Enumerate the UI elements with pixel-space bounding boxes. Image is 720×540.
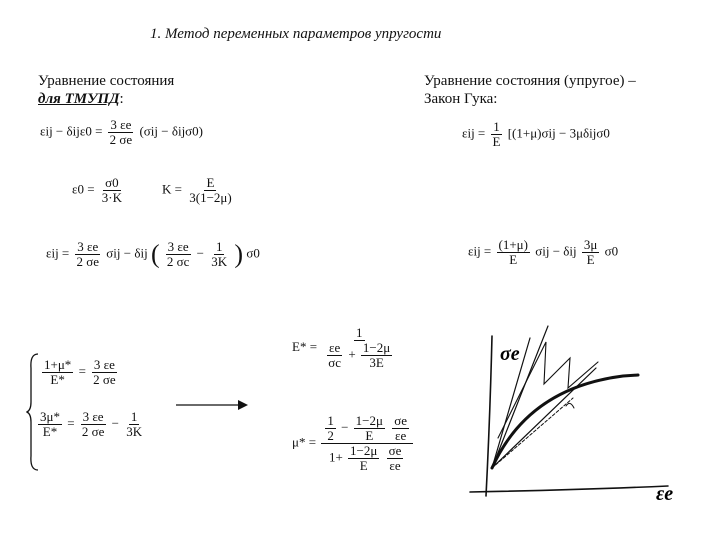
numerator: 3 εe [77,239,99,254]
numerator: E [206,175,215,190]
eq-tail: σ0 [246,245,260,261]
numerator: 1 [327,413,334,428]
fraction [348,444,379,473]
denominator: σc [328,355,342,370]
numerator: 3 εe [82,409,104,424]
numerator: 1 [493,119,500,134]
fraction [75,240,102,269]
numerator: 1 [215,239,223,254]
system-equation-2 [36,410,146,439]
numerator: 1−2μ [355,413,383,428]
eq-rhs: (σij − δijσ0) [139,123,204,139]
numerator: σe [394,413,407,428]
denominator: 3·K [101,190,123,205]
numerator: (1+μ) [498,237,528,252]
eq-lhs: K = [162,181,182,197]
stress-strain-sketch [458,318,698,523]
equation-bulk-modulus [162,176,236,205]
numerator: σ0 [105,175,119,190]
minus-sign: − [341,419,349,435]
eq-lhs: E* = [292,338,318,354]
denominator: 2 σe [109,132,133,147]
denominator: E [492,134,501,149]
left-heading-colon: : [119,91,124,107]
eq-lhs: εij − δijε0 = [40,123,103,139]
eq-lhs: εij = [462,125,486,141]
fraction [361,341,392,370]
eq-tail: σ0 [604,243,619,259]
numerator: 3μ* [40,409,60,424]
denominator: 2 σe [76,254,100,269]
implication-arrow [176,398,250,417]
system-equation-1 [40,358,120,387]
minus-sign: − [111,415,119,431]
fraction [209,240,229,269]
eq-lhs: μ* = [292,434,317,450]
page-title: 1. Метод переменных параметров упругости [150,26,442,42]
right-heading [424,72,636,108]
minus-sign: − [196,245,205,261]
numerator: 1−2μ [350,443,378,458]
fraction [100,176,124,205]
right-heading-line2: Закон Гука: [424,91,498,107]
fraction [91,358,118,387]
denominator: 3(1−2μ) [189,190,232,205]
numerator: εe [329,340,341,355]
denominator: E* [42,424,58,439]
numerator: 1 [130,409,138,424]
eq-lhs: εij = [468,243,492,259]
denominator: εe [394,428,407,443]
eq-middle: σij − δij [106,245,148,261]
left-heading-line1: Уравнение состояния [38,73,175,89]
sketch-svg [458,318,698,518]
stress-strain-curve [492,375,638,468]
fraction [42,358,73,387]
fraction [326,341,343,370]
denominator: 3K [126,424,143,439]
fraction [38,410,62,439]
denominator: 2 σc [166,254,190,269]
fraction [165,240,192,269]
fraction [497,238,530,267]
fraction [108,118,135,147]
numerator: 1 [356,325,363,340]
tick-mark [566,403,574,408]
numerator: 1−2μ [362,340,391,355]
denominator: 2 σe [81,424,105,439]
fraction [354,414,385,443]
denominator: εe [389,458,401,473]
eq-rhs: [(1+μ)σij − 3μδijσ0 [507,125,610,141]
equation-eps0 [72,176,126,205]
equation-hooke-expanded [468,238,618,267]
eq-lhs: εij = [46,245,70,261]
numerator: 3 εe [167,239,189,254]
denominator: 2 [327,428,334,443]
x-axis-label: εe [656,483,674,505]
numerator: 3 εe [93,357,115,372]
denominator: E [359,458,368,473]
y-axis [486,336,492,496]
eq-lhs: ε0 = [72,181,95,197]
plus-sign: + [348,346,356,362]
left-paren: ( [150,239,160,269]
secant-line-4 [492,398,573,468]
numerator: 1+μ* [44,357,72,372]
fraction [387,444,404,473]
denominator-lead: 1+ [328,449,343,465]
fraction [124,410,144,439]
denominator: E* [50,372,65,387]
x-axis [470,486,668,492]
denominator: 3E [369,355,384,370]
denominator: 3K [211,254,228,269]
arrow-right-icon [176,398,250,412]
numerator: 3 εe [110,117,132,132]
fraction [80,410,107,439]
right-heading-line1: Уравнение состояния (упругое) – [424,73,636,89]
equation-hooke-law [462,120,610,149]
equals-sign: = [78,363,86,379]
denominator: E [509,252,518,267]
denominator: E [365,428,374,443]
right-paren: ) [234,239,244,269]
equation-state-tmupd [40,118,203,147]
equation-mu-star [292,414,415,473]
denominator: E [586,252,595,267]
denominator: 2 σe [93,372,116,387]
left-heading [38,72,174,108]
equals-sign: = [67,415,75,431]
equation-e-star [292,326,398,370]
compound-numerator [321,414,413,444]
equation-strain-expanded [46,240,260,269]
fraction [491,120,503,149]
numerator: σe [388,443,402,458]
fraction [187,176,233,205]
compound-denominator [327,444,407,473]
y-axis-label: σe [500,343,520,365]
fraction [582,238,599,267]
fraction [325,414,336,443]
fraction [321,414,413,473]
numerator: 3μ [583,237,598,252]
left-heading-line2: для ТМУПД [38,91,120,107]
fraction [322,326,396,370]
eq-middle: σij − δij [535,243,577,259]
fraction [392,414,409,443]
compound-denominator [322,341,396,370]
